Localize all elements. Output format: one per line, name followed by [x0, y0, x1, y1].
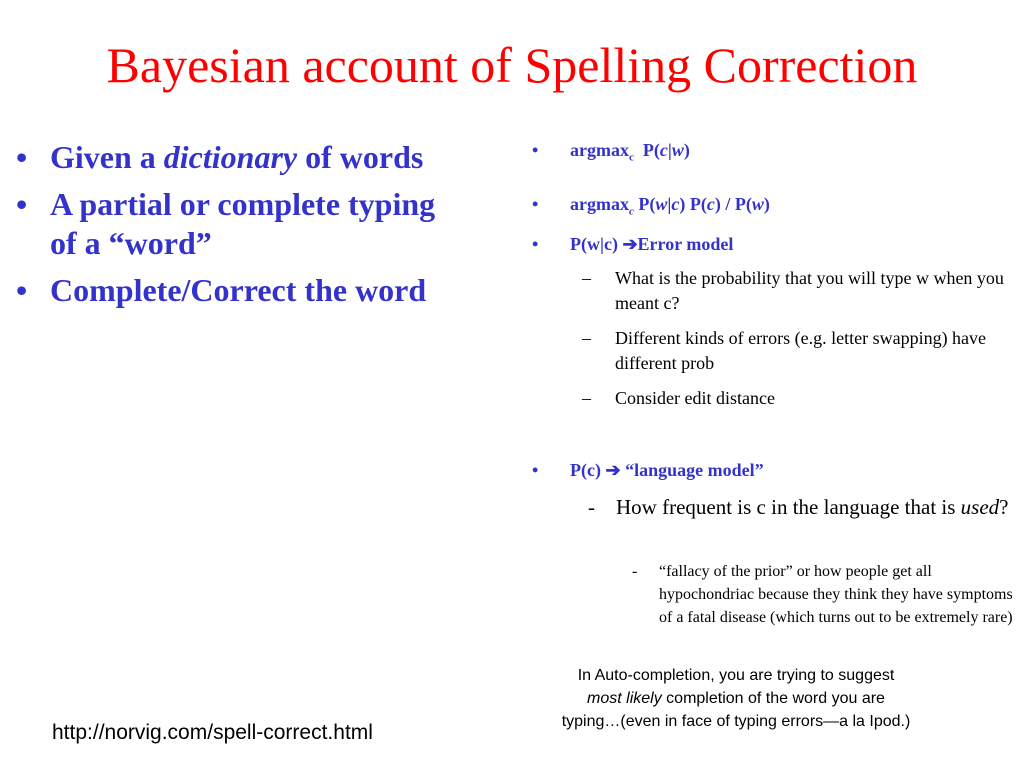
bullet-dot: • — [532, 194, 539, 214]
slide-title: Bayesian account of Spelling Correction — [106, 37, 918, 93]
sub-text-pre: How frequent is c in the language that is — [616, 495, 961, 519]
bullet-text-post: of words — [297, 139, 424, 175]
formula-var: w — [655, 194, 668, 214]
dash-marker: – — [582, 268, 591, 288]
error-model-sub-edit-distance — [582, 386, 1022, 411]
bullet-text: Complete/Correct the word — [50, 272, 427, 308]
hyphen-marker: - — [588, 495, 595, 519]
formula-part: ) / P( — [714, 194, 752, 214]
error-model-sub-kinds — [582, 326, 1022, 376]
formula-part: ) P( — [679, 194, 707, 214]
language-model-sub-frequency — [588, 493, 1018, 522]
formula-var: c — [671, 194, 680, 214]
bullet-dot: • — [16, 272, 28, 308]
bullet-text-italic: dictionary — [163, 139, 298, 175]
formula-part: ) — [763, 194, 770, 214]
bullet-dot: • — [16, 139, 28, 175]
error-model-sub-probability — [582, 266, 1022, 316]
sub-text: What is the probability that you will type w when you meant c? — [615, 268, 1004, 313]
dash-marker: – — [582, 328, 591, 348]
bullet-text: A partial or complete typing of a “word” — [50, 186, 436, 261]
argmax-word: argmax — [570, 194, 629, 214]
dash-marker: – — [582, 388, 591, 408]
formula-var: w — [671, 140, 684, 160]
formula-posterior — [570, 140, 690, 164]
formula-part: | — [667, 140, 672, 160]
language-model-pre: P(c) — [570, 460, 606, 480]
error-model-text — [570, 234, 733, 255]
note-text-pre: In Auto-completion, you are trying to suggest — [577, 667, 895, 684]
sub-text: “fallacy of the prior” or how people get all hypochondriac because they think they have symptoms of a fatal disease (which turns out to be extremely rare) — [659, 563, 1013, 626]
error-model-pre: P(w|c) — [570, 234, 623, 254]
formula-var: c — [659, 140, 668, 160]
arrow-icon: ➔ — [622, 234, 638, 254]
left-bullet-dictionary — [0, 138, 445, 177]
error-model-label: Error model — [637, 234, 734, 254]
bullet-dot: • — [532, 460, 539, 480]
source-url-link[interactable]: http://norvig.com/spell-correct.html — [52, 721, 373, 744]
formula-var: c — [706, 194, 715, 214]
formula-part: P( — [642, 140, 660, 160]
bullet-dot: • — [16, 186, 28, 222]
hyphen-marker: - — [632, 563, 638, 580]
language-model-label: “language model” — [620, 460, 764, 480]
argmax-sub: c — [628, 205, 634, 218]
bullet-dot: • — [532, 234, 539, 254]
argmax-word: argmax — [570, 140, 629, 160]
language-model-text — [570, 460, 764, 481]
arrow-icon: ➔ — [605, 460, 621, 480]
bullet-text-pre: Given a — [50, 139, 164, 175]
bullet-dot: • — [532, 140, 539, 160]
sub-text: Consider edit distance — [615, 388, 775, 408]
language-model-sub-fallacy — [632, 560, 1024, 629]
argmax-sub: c — [628, 151, 634, 164]
note-text-italic: most likely — [587, 690, 662, 707]
sub-text-post: ? — [999, 495, 1009, 519]
left-bullet-typing — [0, 185, 445, 263]
formula-part: P( — [638, 194, 656, 214]
formula-var: w — [751, 194, 764, 214]
formula-part: | — [667, 194, 672, 214]
note-text-post: completion of the word you are typing…(even in face of typing errors—a la Ipod.) — [561, 690, 911, 730]
formula-part: ) — [683, 140, 690, 160]
sub-text — [588, 493, 1018, 522]
formula-bayes — [570, 194, 770, 218]
sub-text: Different kinds of errors (e.g. letter swapping) have different prob — [615, 328, 987, 373]
auto-completion-note — [560, 664, 912, 733]
left-bullet-complete — [0, 271, 445, 310]
left-bullet-list — [0, 138, 445, 318]
sub-text-italic: used — [960, 495, 1000, 519]
